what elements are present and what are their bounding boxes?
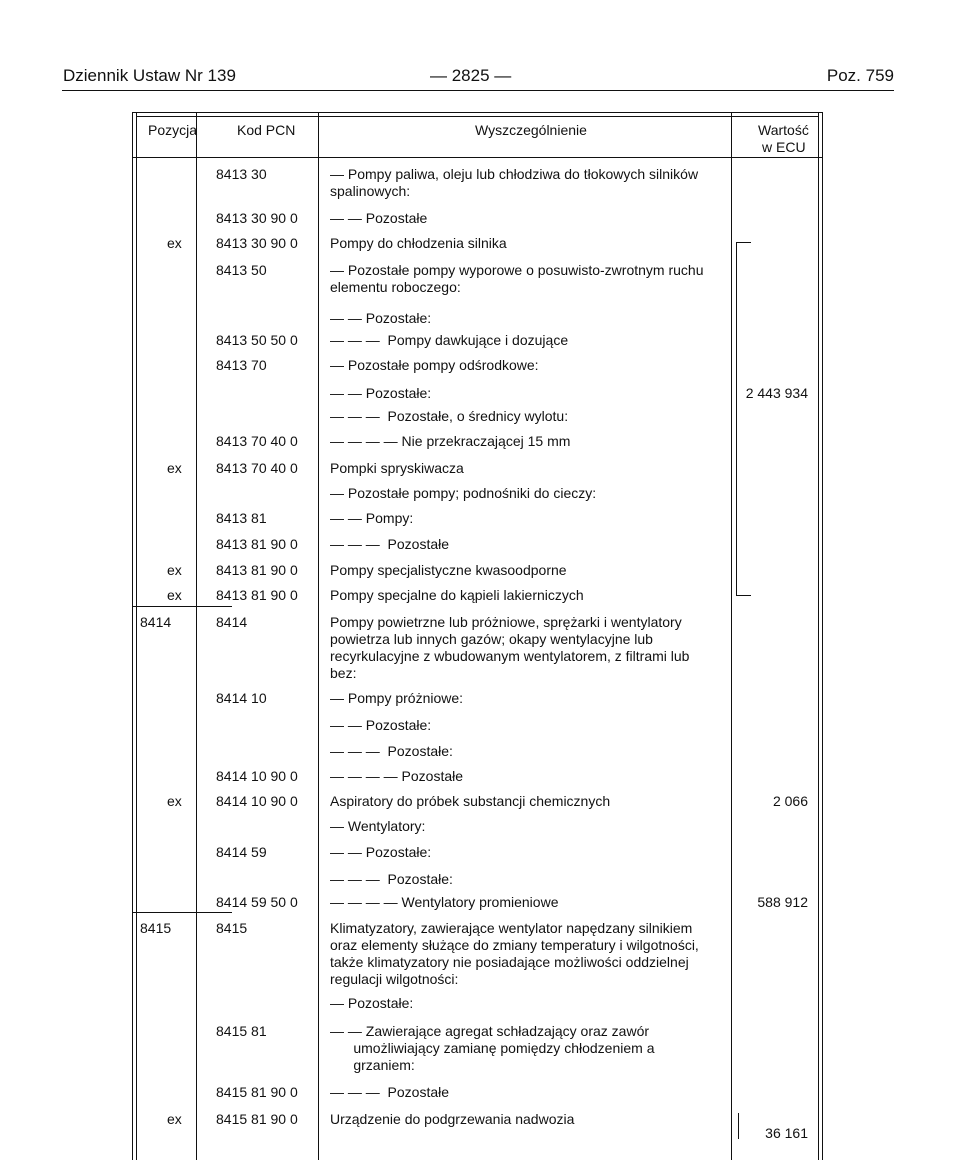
- row-description: — Pompy paliwa, oleju lub chłodziwa do tłokowych silników: [330, 166, 699, 182]
- row-position: ex: [167, 793, 182, 809]
- row-code: 8414 59: [216, 844, 267, 860]
- column-header-wartosc: Wartość: [758, 122, 809, 138]
- row-description: Pompy do chłodzenia silnika: [330, 235, 507, 251]
- section-rule-8414: [132, 606, 232, 607]
- row-position: ex: [167, 1111, 182, 1127]
- column-header-pozycja: Pozycja: [148, 122, 198, 138]
- row-position: ex: [167, 562, 182, 578]
- row-description: spalinowych:: [330, 183, 411, 199]
- column-divider-pos: [196, 112, 197, 1160]
- row-description: powietrza lub innych gazów; okapy wentylacyjne lub: [330, 631, 653, 647]
- row-description: — — — — Pozostałe: [330, 768, 464, 784]
- row-position: ex: [167, 587, 182, 603]
- row-description: — Pozostałe:: [330, 995, 414, 1011]
- journal-title: Dziennik Ustaw Nr 139: [63, 66, 236, 85]
- row-description: — — Pozostałe:: [330, 385, 432, 401]
- row-description: Pompy specjalne do kąpieli lakierniczych: [330, 587, 584, 603]
- row-code: 8413 70: [216, 357, 267, 373]
- page-number: — 2825 —: [430, 66, 512, 85]
- header-bottom-rule: [132, 157, 823, 158]
- row-description: — — Pozostałe:: [330, 310, 432, 326]
- row-description: — — Pompy:: [330, 510, 414, 526]
- row-description: — — — — Nie przekraczającej 15 mm: [330, 433, 571, 449]
- row-description: Klimatyzatory, zawierające wentylator napędzany silnikiem: [330, 920, 693, 936]
- row-description: — — — Pozostałe, o średnicy wylotu:: [330, 408, 569, 424]
- row-code: 8413 30 90 0: [216, 235, 298, 251]
- row-description: Aspiratory do próbek substancji chemicznych: [330, 793, 611, 809]
- row-code: 8414 10 90 0: [216, 793, 298, 809]
- row-code: 8415 81: [216, 1023, 267, 1039]
- row-description: — — Zawierające agregat schładzający oraz zawór: [330, 1023, 650, 1039]
- row-code: 8413 50: [216, 262, 267, 278]
- value-bracket-8413: [736, 242, 751, 596]
- table-border-right-outer: [822, 112, 823, 1160]
- table-border-left-outer: [132, 112, 133, 1160]
- row-code: 8413 30 90 0: [216, 210, 298, 226]
- column-header-ecu: w ECU: [762, 139, 806, 155]
- table-top-rule: [132, 112, 823, 113]
- row-code: 8413 81: [216, 510, 267, 526]
- row-description: — Pompy próżniowe:: [330, 690, 464, 706]
- row-code: 8414 10: [216, 690, 267, 706]
- row-description: oraz elementy służące do zmiany temperatury i wilgotności,: [330, 937, 699, 953]
- row-value: 36 161: [765, 1125, 808, 1141]
- row-position: 8415: [140, 920, 172, 936]
- row-description: Urządzenie do podgrzewania nadwozia: [330, 1111, 575, 1127]
- row-description: — — — Pozostałe:: [330, 743, 453, 759]
- row-description: regulacji wilgotności:: [330, 971, 459, 987]
- row-code: 8413 50 50 0: [216, 332, 298, 348]
- row-description: — — — Pozostałe: [330, 536, 450, 552]
- row-code: 8413 81 90 0: [216, 536, 298, 552]
- row-description: bez:: [330, 665, 357, 681]
- row-description: — — — Pozostałe: [330, 1084, 450, 1100]
- row-code: 8413 81 90 0: [216, 587, 298, 603]
- row-code: 8413 30: [216, 166, 267, 182]
- row-code: 8413 81 90 0: [216, 562, 298, 578]
- row-description: — Wentylatory:: [330, 818, 426, 834]
- row-description: — — — Pompy dawkujące i dozujące: [330, 332, 569, 348]
- column-divider-code: [318, 112, 319, 1160]
- row-description: Pompki spryskiwacza: [330, 460, 464, 476]
- row-code: 8414 10 90 0: [216, 768, 298, 784]
- column-divider-desc: [731, 112, 732, 1160]
- position-number: Poz. 759: [826, 66, 894, 85]
- row-description: — Pozostałe pompy wyporowe o posuwisto-zwrotnym ruchu: [330, 262, 704, 278]
- row-position: ex: [167, 460, 182, 476]
- row-code: 8413 70 40 0: [216, 460, 298, 476]
- row-position: ex: [167, 235, 182, 251]
- table-border-left: [136, 112, 137, 1160]
- row-code: 8415 81 90 0: [216, 1084, 298, 1100]
- header-rule: [62, 90, 894, 91]
- row-description: recyrkulacyjne z wbudowanym wentylatorem, z filtrami lub: [330, 648, 690, 664]
- row-position: 8414: [140, 614, 172, 630]
- column-header-opis: Wyszczególnienie: [475, 122, 587, 138]
- section-rule-8415: [132, 912, 232, 913]
- row-value: 588 912: [757, 894, 808, 910]
- row-description: — — Pozostałe:: [330, 844, 432, 860]
- value-bracket-8415: [738, 1113, 749, 1139]
- row-description: elementu roboczego:: [330, 279, 461, 295]
- row-code: 8415 81 90 0: [216, 1111, 298, 1127]
- row-value: 2 443 934: [745, 385, 808, 401]
- row-description: — Pozostałe pompy; podnośniki do cieczy:: [330, 485, 597, 501]
- row-code: 8415: [216, 920, 248, 936]
- row-code: 8413 70 40 0: [216, 433, 298, 449]
- row-code: 8414 59 50 0: [216, 894, 298, 910]
- row-description: — — — — Wentylatory promieniowe: [330, 894, 559, 910]
- row-description: umożliwiający zamianę pomiędzy chłodzeniem a: [330, 1040, 655, 1056]
- row-description: — — Pozostałe:: [330, 717, 432, 733]
- table-top-rule-inner: [136, 116, 819, 117]
- row-description: Pompy specjalistyczne kwasoodporne: [330, 562, 567, 578]
- row-description: — — Pozostałe: [330, 210, 428, 226]
- row-description: także klimatyzatory nie posiadające możliwości oddzielnej: [330, 954, 689, 970]
- row-value: 2 066: [772, 793, 808, 809]
- row-description: grzaniem:: [330, 1057, 415, 1073]
- row-code: 8414: [216, 614, 248, 630]
- row-description: Pompy powietrzne lub próżniowe, sprężarki i wentylatory: [330, 614, 682, 630]
- table-border-right: [818, 112, 819, 1160]
- row-description: — Pozostałe pompy odśrodkowe:: [330, 357, 539, 373]
- row-description: — — — Pozostałe:: [330, 871, 453, 887]
- column-header-kod: Kod PCN: [237, 122, 296, 138]
